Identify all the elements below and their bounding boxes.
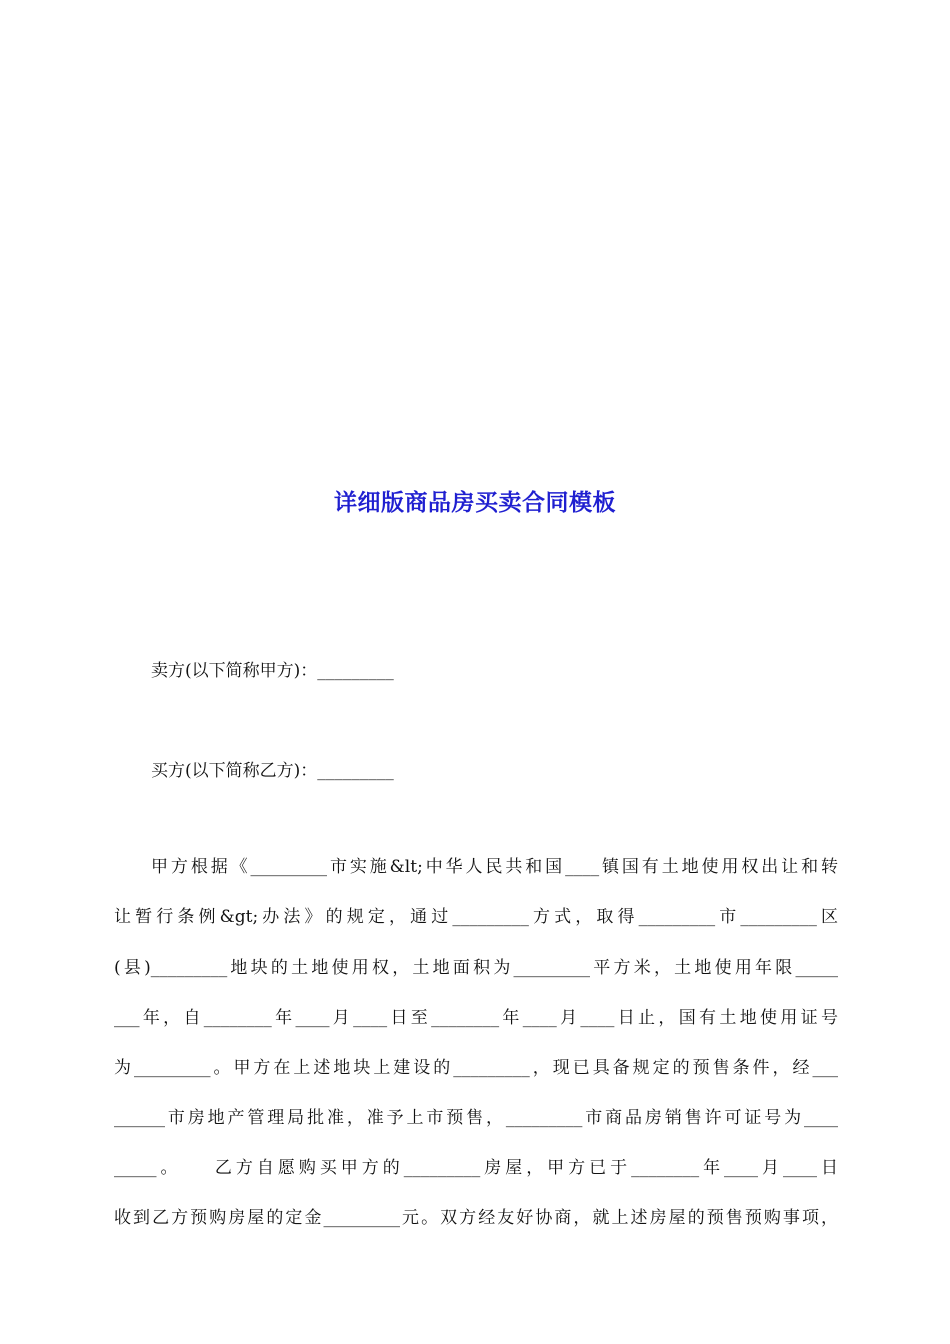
body-line-7: _____。 乙方自愿购买甲方的_________房屋，甲方已于________年____月____日: [114, 1158, 838, 1178]
body-line-3: (县)_________地块的土地使用权，土地面积为_________平方米，土地使用年限_____: [114, 958, 838, 978]
body-line-8: 收到乙方预购房屋的定金_________元。双方经友好协商，就上述房屋的预售预购事项，: [114, 1208, 838, 1228]
body-line-4: ___年，自________年____月____日至________年____月____日止，国有土地使用证号: [114, 1008, 838, 1028]
buyer-line: 买方(以下简称乙方)：_________: [151, 761, 394, 781]
seller-line: 卖方(以下简称甲方)：_________: [151, 661, 394, 681]
body-line-2: 让暂行条例&gt;办法》的规定，通过_________方式，取得_________市_________区: [114, 907, 838, 927]
document-title: 详细版商品房买卖合同模板: [334, 490, 616, 516]
body-line-1: 甲方根据《_________市实施&lt;中华人民共和国____镇国有土地使用权出让和转: [151, 857, 838, 877]
body-line-6: ______市房地产管理局批准，准予上市预售，_________市商品房销售许可证号为____: [114, 1108, 838, 1128]
body-line-5: 为_________。甲方在上述地块上建设的_________，现已具备规定的预售条件，经___: [114, 1058, 838, 1078]
